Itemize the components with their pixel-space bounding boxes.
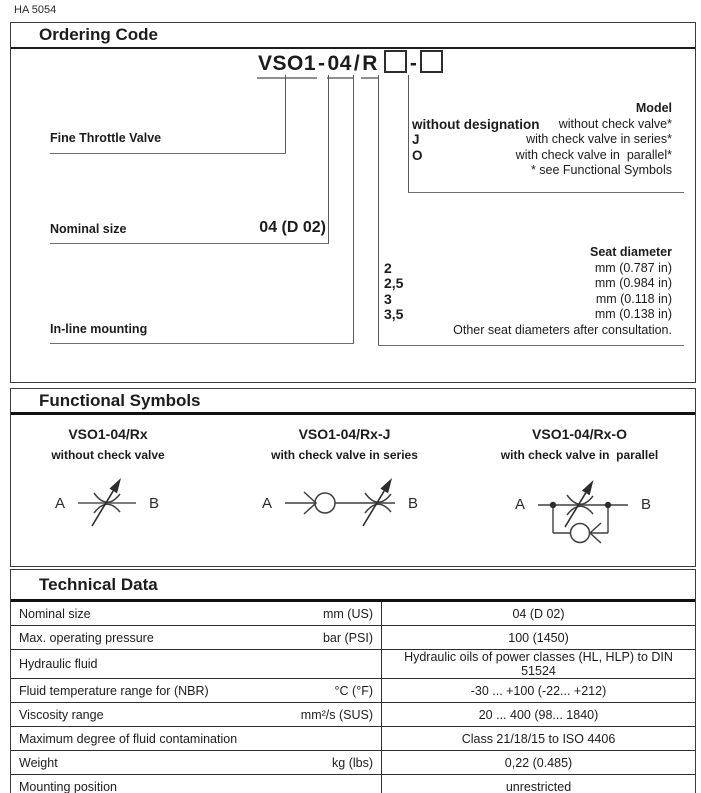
label-fine-throttle-valve: Fine Throttle Valve [50, 131, 162, 145]
model-option-desc: with check valve in series* [526, 132, 672, 146]
section-title-ordering-code: Ordering Code [11, 23, 695, 49]
value-cell: 20 ... 400 (98... 1840) [382, 703, 696, 727]
symbol-code-rx-j: VSO1-04/Rx-J [298, 426, 391, 442]
seat-option-row [384, 261, 672, 277]
value-cell: Hydraulic oils of power classes (HL, HLP) to DIN 51524 [382, 650, 696, 679]
seat-option-desc: mm (0.984 in) [594, 276, 672, 290]
table-row [11, 775, 695, 793]
model-title: Model [635, 101, 672, 115]
symbol-throttle [55, 470, 159, 536]
model-option-desc: without check valve* [558, 116, 672, 131]
check-valve-series-icon [285, 470, 395, 536]
symbol-caption: without check valve [51, 448, 165, 462]
value-cell: unrestricted [382, 775, 696, 793]
table-row [11, 650, 695, 679]
value-cell: 100 (1450) [382, 626, 696, 650]
unit-cell: mm (US) [277, 602, 382, 626]
section-technical-data [10, 569, 696, 793]
connector-line [50, 153, 286, 154]
connector-line [285, 75, 286, 153]
seat-option-desc: mm (0.118 in) [595, 291, 672, 306]
seat-option-code: 2,5 [384, 275, 404, 291]
connector-line [353, 75, 354, 343]
value-cell: -30 ... +100 (-22... +212) [382, 679, 696, 703]
table-row [11, 602, 695, 626]
seat-option-row [384, 307, 672, 323]
label-inline-mounting: In-line mounting [50, 322, 148, 336]
model-option-code: without designation [412, 116, 540, 132]
model-footnote: * see Functional Symbols [530, 163, 672, 177]
model-option-row [412, 117, 672, 133]
symbol-check-parallel [515, 475, 651, 553]
symbol-code-rx: VSO1-04/Rx [68, 426, 148, 442]
param-cell: Weight [11, 751, 277, 775]
model-option-row [412, 148, 672, 164]
value-cell: Class 21/18/15 to ISO 4406 [382, 727, 696, 751]
code-separator: / [353, 52, 361, 75]
code-segment-mounting: R [361, 52, 379, 79]
port-a-label: A [262, 495, 273, 512]
model-option-code: J [412, 132, 420, 147]
seat-option-row [384, 276, 672, 292]
model-option-code: O [412, 147, 423, 163]
symbol-caption: with check valve in series [271, 448, 418, 462]
document-number: HA 5054 [14, 4, 57, 16]
port-b-label: B [408, 495, 419, 512]
symbol-check-series [262, 470, 418, 536]
symbol-caption: with check valve in parallel [500, 448, 659, 462]
param-cell: Fluid temperature range for (NBR) [11, 679, 277, 703]
model-option-row [412, 132, 672, 148]
port-b-label: B [149, 495, 160, 512]
seat-footnote: Other seat diameters after consultation. [453, 322, 672, 337]
section-title-functional-symbols: Functional Symbols [11, 389, 695, 415]
ordering-code-string [257, 50, 445, 76]
table-row [11, 727, 695, 751]
unit-cell: bar (PSI) [277, 626, 382, 650]
param-cell: Maximum degree of fluid contamination [11, 727, 277, 751]
code-segment-family: VSO1 [257, 52, 317, 79]
value-cell: 0,22 (0.485) [382, 751, 696, 775]
seat-diameter-title: Seat diameter [590, 245, 672, 259]
param-cell: Mounting position [11, 775, 277, 793]
table-row [11, 679, 695, 703]
model-option-desc: with check valve in parallel* [515, 147, 672, 162]
port-a-label: A [515, 496, 526, 513]
param-cell: Hydraulic fluid [11, 650, 277, 679]
unit-cell [277, 650, 382, 679]
table-row [11, 626, 695, 650]
value-cell: 04 (D 02) [382, 602, 696, 626]
connector-line [50, 343, 354, 344]
nominal-size-value: 04 (D 02) [259, 219, 326, 236]
seat-option-code: 3 [384, 290, 392, 307]
technical-data-table [11, 602, 695, 793]
throttle-valve-icon [78, 470, 136, 536]
param-cell: Viscosity range [11, 703, 277, 727]
seat-option-row [384, 292, 672, 308]
symbol-code-rx-o: VSO1-04/Rx-O [532, 426, 627, 442]
connector-line [408, 75, 409, 192]
seat-diameter-block [384, 245, 672, 338]
connector-line [50, 243, 329, 244]
model-options-block [412, 101, 672, 179]
code-separator: - [409, 52, 418, 75]
seat-option-desc: mm (0.138 in) [594, 307, 672, 321]
seat-diameter-option-box [384, 50, 407, 73]
port-a-label: A [55, 495, 66, 512]
code-separator: - [318, 52, 326, 75]
connector-line [378, 345, 684, 346]
table-row [11, 751, 695, 775]
unit-cell [277, 727, 382, 751]
param-cell: Max. operating pressure [11, 626, 277, 650]
unit-cell: mm²/s (SUS) [277, 703, 382, 727]
seat-option-desc: mm (0.787 in) [594, 260, 672, 275]
unit-cell: kg (lbs) [277, 751, 382, 775]
connector-line [378, 75, 379, 345]
label-nominal-size: Nominal size [50, 222, 127, 236]
code-segment-size: 04 [327, 52, 353, 79]
section-title-technical-data: Technical Data [11, 570, 695, 602]
unit-cell: °C (°F) [277, 679, 382, 703]
connector-line [408, 192, 684, 193]
port-b-label: B [641, 496, 652, 513]
table-row [11, 703, 695, 727]
seat-option-code: 3,5 [384, 306, 404, 322]
param-cell: Nominal size [11, 602, 277, 626]
connector-line [328, 75, 329, 243]
unit-cell [277, 775, 382, 793]
check-valve-parallel-icon [538, 475, 628, 553]
model-option-box [420, 50, 443, 73]
seat-option-code: 2 [384, 259, 392, 276]
